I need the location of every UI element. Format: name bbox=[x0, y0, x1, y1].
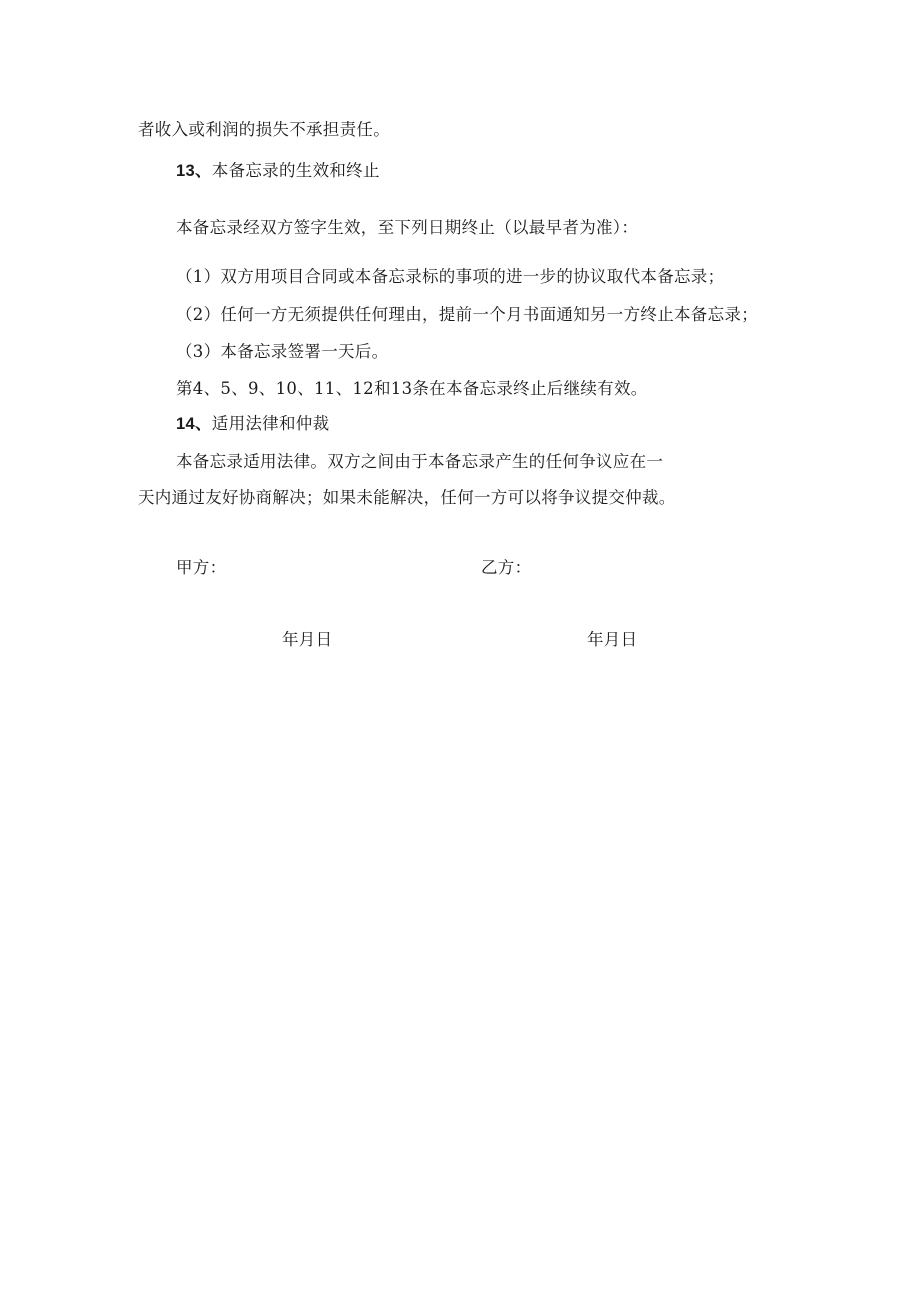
party-a-label: 甲方： bbox=[176, 558, 227, 577]
section-13-item-3: （3）本备忘录签署一天后。 bbox=[176, 342, 389, 361]
section-14-body-line-2: 天内通过友好协商解决；如果未能解决，任何一方可以将争议提交仲裁。 bbox=[138, 488, 676, 507]
section-14-title: 适用法律和仲裁 bbox=[211, 414, 330, 433]
party-b-date: 年月日 bbox=[587, 630, 638, 649]
section-13-intro: 本备忘录经双方签字生效，至下列日期终止（以最早者为准）： bbox=[176, 218, 639, 237]
party-b-label: 乙方： bbox=[481, 558, 532, 577]
party-a-date: 年月日 bbox=[282, 630, 333, 649]
section-13-heading bbox=[176, 160, 380, 182]
section-14-heading bbox=[176, 413, 329, 435]
section-13-survival-clause: 第4、5、9、10、11、12和13条在本备忘录终止后继续有效。 bbox=[176, 379, 648, 398]
section-14-number: 14、 bbox=[176, 415, 212, 433]
section-13-number: 13、 bbox=[176, 162, 212, 180]
section-13-item-2: （2）任何一方无须提供任何理由，提前一个月书面通知另一方终止本备忘录； bbox=[176, 305, 758, 324]
section-14-body-line-1: 本备忘录适用法律。双方之间由于本备忘录产生的任何争议应在一 bbox=[176, 452, 664, 471]
continuation-line: 者收入或利润的损失不承担责任。 bbox=[138, 120, 390, 139]
section-13-title: 本备忘录的生效和终止 bbox=[211, 161, 380, 180]
section-13-item-1: （1）双方用项目合同或本备忘录标的事项的进一步的协议取代本备忘录； bbox=[176, 267, 725, 286]
